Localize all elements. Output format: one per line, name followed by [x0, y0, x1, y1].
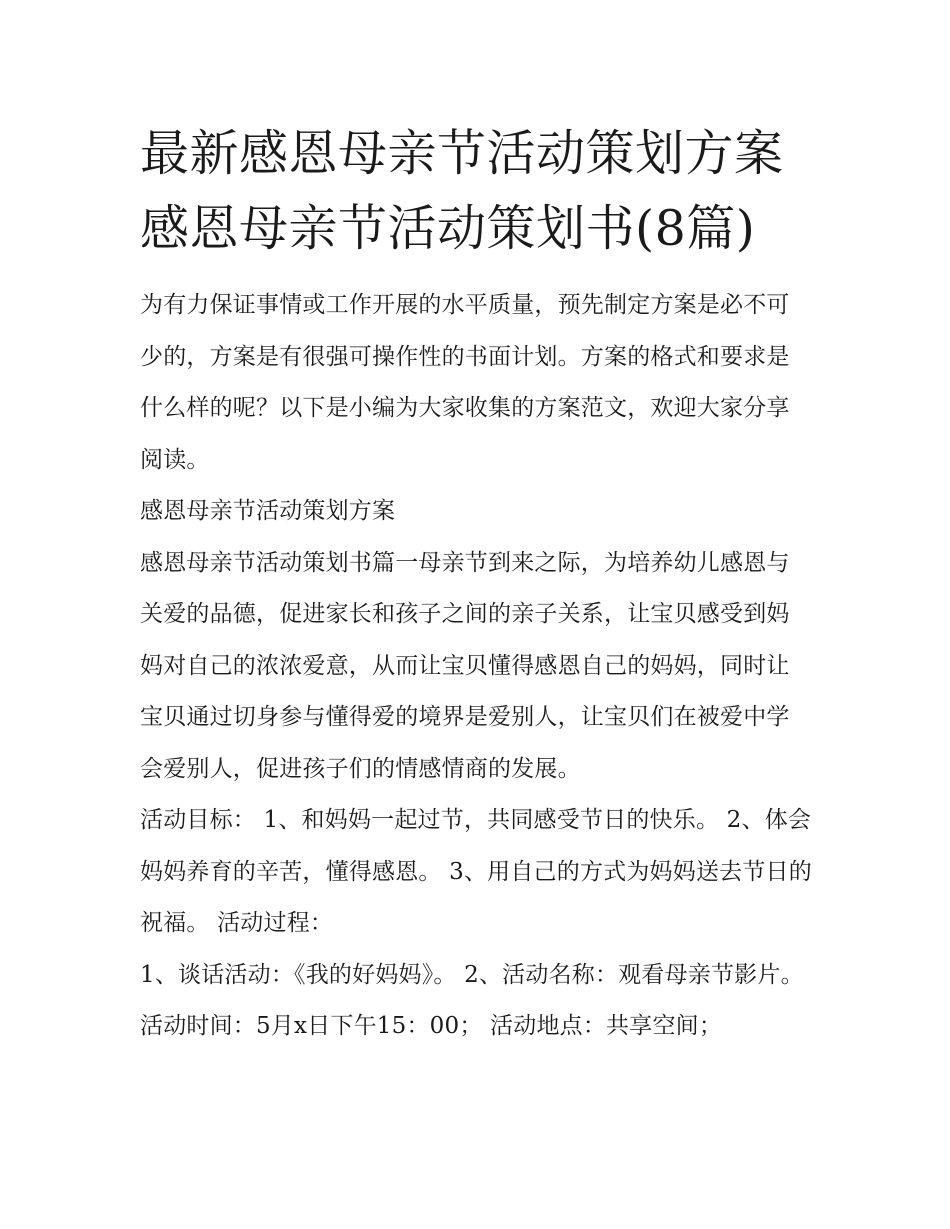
- body-paragraph: 感恩母亲节活动策划书篇一母亲节到来之际，为培养幼儿感恩与关爱的品德，促进家长和孩子之间的亲子关系，让宝贝感受到妈妈对自己的浓浓爱意，从而让宝贝懂得感恩自己的妈妈，同时让宝贝通过切身参与懂得爱的境界是爱别人，让宝贝们在被爱中学会爱别人，促进孩子们的情感情商的发展。: [140, 549, 790, 782]
- section-heading: 感恩母亲节活动策划方案: [140, 498, 396, 524]
- activity-process-paragraph: 1、谈话活动：《我的好妈妈》。 2、活动名称：观看母亲节影片。 活动时间：5月x日下午15：00； 活动地点：共享空间；: [140, 961, 804, 1039]
- activity-goals-paragraph: 活动目标： 1、和妈妈一起过节，共同感受节日的快乐。 2、体会妈妈养育的辛苦，懂得感恩。 3、用自己的方式为妈妈送去节日的祝福。 活动过程：: [140, 807, 812, 936]
- document-title: 最新感恩母亲节活动策划方案感恩母亲节活动策划书(8篇): [140, 125, 784, 257]
- intro-paragraph: 为有力保证事情或工作开展的水平质量，预先制定方案是必不可少的，方案是有很强可操作性的书面计划。方案的格式和要求是什么样的呢？以下是小编为大家收集的方案范文，欢迎大家分享阅读。: [140, 292, 790, 473]
- document-body: [140, 116, 812, 1053]
